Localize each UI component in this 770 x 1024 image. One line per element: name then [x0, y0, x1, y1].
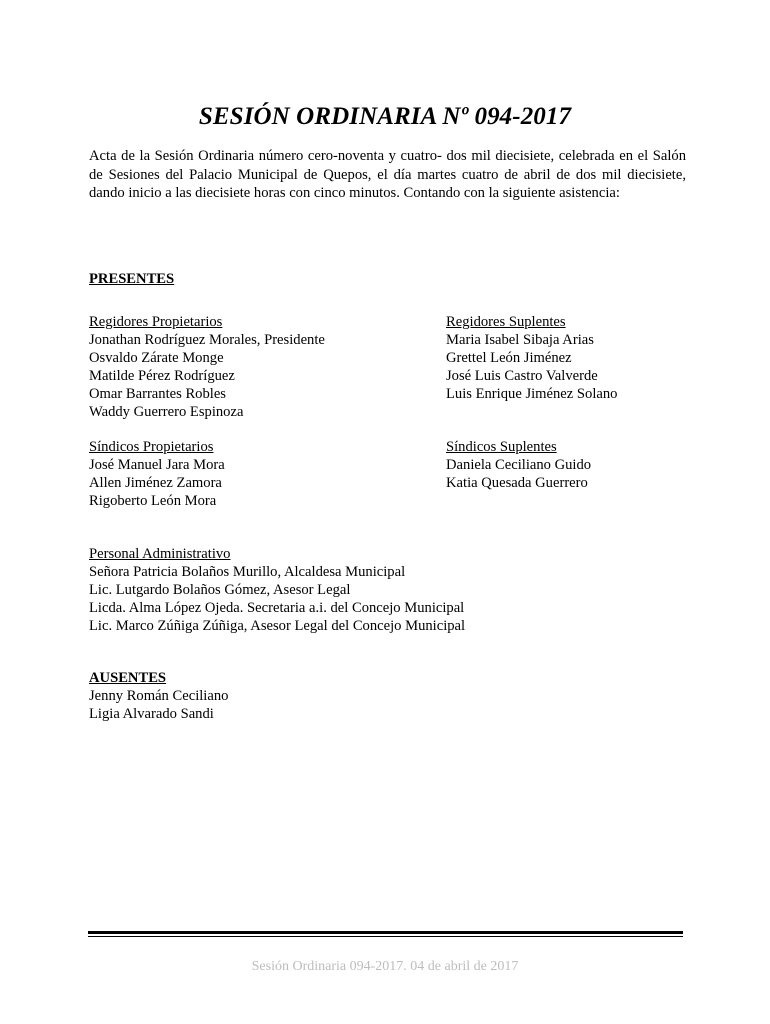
- presentes-heading: PRESENTES: [89, 271, 175, 287]
- list-item: José Manuel Jara Mora: [89, 457, 225, 473]
- list-item: Osvaldo Zárate Monge: [89, 350, 224, 366]
- list-item: Omar Barrantes Robles: [89, 386, 226, 402]
- list-item: Lic. Lutgardo Bolaños Gómez, Asesor Legal: [89, 582, 351, 598]
- list-item: Ligia Alvarado Sandi: [89, 706, 214, 722]
- ausentes-heading: AUSENTES: [89, 670, 167, 686]
- footer-divider-thick: [88, 931, 683, 934]
- list-item: Jonathan Rodríguez Morales, Presidente: [89, 332, 325, 348]
- list-item: Rigoberto León Mora: [89, 493, 217, 509]
- regidores-propietarios-heading: Regidores Propietarios: [89, 314, 223, 330]
- sindicos-suplentes-heading: Síndicos Suplentes: [446, 439, 557, 455]
- intro-paragraph: Acta de la Sesión Ordinaria número cero-noventa y cuatro- dos mil diecisiete, celebrada en el Salón de Sesiones del Palacio Municipal de Quepos, el día martes cuatro de abril de dos mil diecisiete, dando inicio a las diecisiete horas con cinco minutos. Contando con la siguiente asistencia:: [89, 148, 686, 201]
- regidores-suplentes-heading: Regidores Suplentes: [446, 314, 566, 330]
- list-item: Luis Enrique Jiménez Solano: [446, 386, 618, 402]
- personal-administrativo-heading: Personal Administrativo: [89, 546, 231, 562]
- presentes-section: [89, 270, 174, 288]
- document-title: SESIÓN ORDINARIA Nº 094-2017: [198, 103, 572, 130]
- ausentes-list: [89, 669, 228, 723]
- list-item: Jenny Román Ceciliano: [89, 688, 229, 704]
- list-item: Grettel León Jiménez: [446, 350, 572, 366]
- page-footer: Sesión Ordinaria 094-2017. 04 de abril de 2017: [251, 959, 519, 974]
- regidores-suplentes-list: [446, 313, 617, 403]
- sindicos-suplentes-list: [446, 438, 591, 492]
- list-item: Licda. Alma López Ojeda. Secretaria a.i. del Concejo Municipal: [89, 600, 465, 616]
- list-item: Matilde Pérez Rodríguez: [89, 368, 235, 384]
- sindicos-propietarios-heading: Síndicos Propietarios: [89, 439, 214, 455]
- regidores-propietarios-list: [89, 313, 325, 421]
- list-item: Waddy Guerrero Espinoza: [89, 404, 244, 420]
- list-item: Lic. Marco Zúñiga Zúñiga, Asesor Legal del Concejo Municipal: [89, 618, 466, 634]
- list-item: Maria Isabel Sibaja Arias: [446, 332, 594, 348]
- footer-divider-thin: [88, 936, 683, 937]
- list-item: Señora Patricia Bolaños Murillo, Alcaldesa Municipal: [89, 564, 406, 580]
- personal-administrativo-list: [89, 545, 465, 635]
- sindicos-propietarios-list: [89, 438, 225, 510]
- list-item: Daniela Ceciliano Guido: [446, 457, 592, 473]
- list-item: José Luis Castro Valverde: [446, 368, 598, 384]
- list-item: Allen Jiménez Zamora: [89, 475, 222, 491]
- list-item: Katia Quesada Guerrero: [446, 475, 588, 491]
